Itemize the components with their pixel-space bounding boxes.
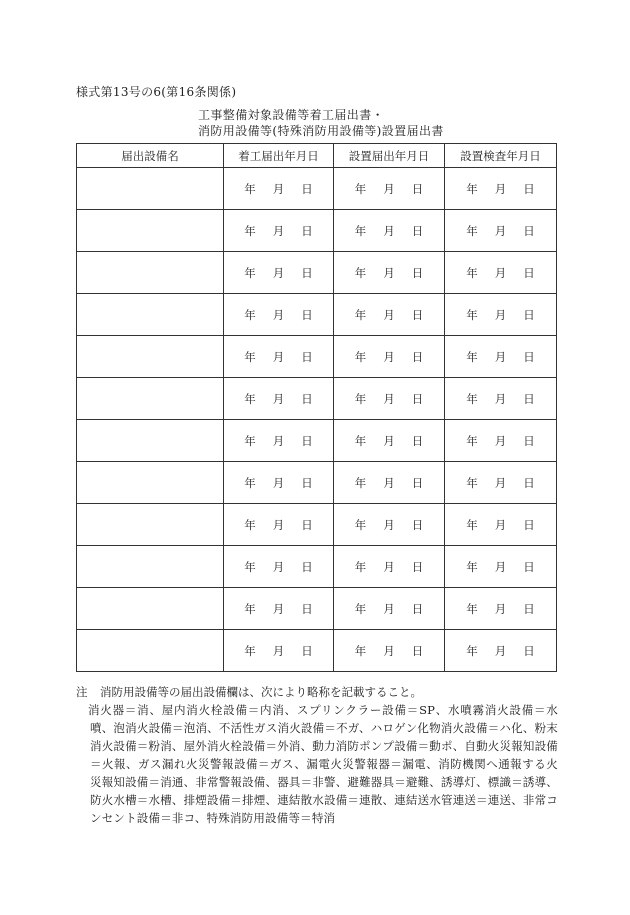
year-label: 年 (466, 559, 478, 574)
day-label: 日 (411, 181, 424, 196)
day-label: 日 (301, 391, 313, 406)
start-date-cell[interactable] (224, 420, 334, 462)
install-date-cell[interactable] (334, 336, 445, 378)
month-label: 月 (272, 517, 285, 532)
month-label: 月 (383, 181, 395, 196)
day-label: 日 (411, 601, 424, 616)
year-label: 年 (466, 265, 478, 280)
start-date-cell[interactable] (224, 546, 334, 588)
year-label: 年 (466, 601, 478, 616)
equipment-name-cell[interactable] (77, 462, 224, 504)
start-date-cell[interactable] (224, 378, 334, 420)
inspection-date-cell[interactable] (445, 336, 557, 378)
form-title-line-1: 工事整備対象設備等着工届出書・ (198, 108, 385, 122)
year-label: 年 (354, 223, 367, 238)
year-label: 年 (244, 433, 256, 448)
start-date-cell[interactable] (224, 504, 334, 546)
month-label: 月 (383, 223, 395, 238)
table-row (77, 504, 557, 546)
year-label: 年 (244, 307, 256, 322)
equipment-name-cell[interactable] (77, 168, 224, 210)
month-label: 月 (494, 433, 507, 448)
year-label: 年 (466, 349, 478, 364)
month-label: 月 (383, 475, 395, 490)
day-label: 日 (411, 349, 424, 364)
day-label: 日 (523, 181, 535, 196)
month-label: 月 (494, 265, 507, 280)
year-label: 年 (244, 559, 256, 574)
day-label: 日 (411, 391, 424, 406)
month-label: 月 (272, 643, 285, 658)
month-label: 月 (494, 601, 507, 616)
year-label: 年 (244, 601, 256, 616)
install-date-cell[interactable] (334, 462, 445, 504)
day-label: 日 (301, 223, 313, 238)
year-label: 年 (466, 517, 478, 532)
day-label: 日 (301, 601, 313, 616)
month-label: 月 (383, 517, 395, 532)
year-label: 年 (354, 517, 367, 532)
day-label: 日 (523, 517, 535, 532)
day-label: 日 (523, 349, 535, 364)
note-lead-text: 消防用設備等の届出設備欄は、次により略称を記載すること。 (100, 685, 422, 699)
day-label: 日 (301, 349, 313, 364)
table-header-row (77, 144, 557, 168)
start-date-cell[interactable] (224, 168, 334, 210)
month-label: 月 (494, 517, 507, 532)
equipment-name-cell[interactable] (77, 336, 224, 378)
form-title-line-2: 消防用設備等(特殊消防用設備等)設置届出書 (198, 124, 444, 138)
year-label: 年 (354, 475, 367, 490)
note-section (76, 683, 558, 827)
month-label: 月 (272, 223, 285, 238)
day-label: 日 (411, 307, 424, 322)
month-label: 月 (383, 265, 395, 280)
year-label: 年 (466, 643, 478, 658)
equipment-name-cell[interactable] (77, 588, 224, 630)
day-label: 日 (411, 433, 424, 448)
note-abbreviations: 消火器＝消、屋内消火栓設備＝内消、スプリンクラー設備＝SP、水噴霧消火設備＝水噴、泡消火設備＝泡消、不活性ガス消火設備＝不ガ、ハロゲン化物消火設備＝ハ化、粉末消火設備＝粉消、屋外消火栓設備＝外消、動力消防ポンプ設備＝動ポ、自動火災報知設備＝火報、ガス漏れ火災警報設備＝ガス、漏電火災警報器＝漏電、消防機関へ通報する火災報知設備＝消通、非常警報設備、器具＝非警、避難器具＝避難、誘導灯、標識＝誘導、防火水槽＝水槽、排煙設備＝排煙、連結散水設備＝連散、連結送水管連送＝連送、非常コンセント設備＝非コ、特殊消防用設備等＝特消 (88, 703, 558, 825)
equipment-name-cell[interactable] (77, 294, 224, 336)
month-label: 月 (272, 559, 285, 574)
equipment-name-cell[interactable] (77, 630, 224, 672)
year-label: 年 (466, 391, 478, 406)
note-lead (76, 683, 558, 701)
inspection-date-cell[interactable] (445, 210, 557, 252)
day-label: 日 (523, 391, 535, 406)
day-label: 日 (301, 181, 313, 196)
inspection-date-cell[interactable] (445, 630, 557, 672)
table-row (77, 420, 557, 462)
day-label: 日 (301, 265, 313, 280)
day-label: 日 (523, 307, 535, 322)
day-label: 日 (523, 223, 535, 238)
month-label: 月 (494, 307, 507, 322)
year-label: 年 (466, 475, 478, 490)
inspection-date-cell[interactable] (445, 378, 557, 420)
equipment-name-cell[interactable] (77, 252, 224, 294)
year-label: 年 (244, 265, 256, 280)
month-label: 月 (494, 559, 507, 574)
header-inspection-date: 設置検査年月日 (445, 144, 557, 168)
year-label: 年 (354, 601, 367, 616)
month-label: 月 (383, 307, 395, 322)
inspection-date-cell[interactable] (445, 420, 557, 462)
table-row (77, 462, 557, 504)
form-title (198, 107, 444, 139)
inspection-date-cell[interactable] (445, 546, 557, 588)
month-label: 月 (383, 391, 395, 406)
equipment-name-cell[interactable] (77, 504, 224, 546)
table-row (77, 252, 557, 294)
month-label: 月 (272, 349, 285, 364)
table-body (77, 168, 557, 672)
year-label: 年 (354, 433, 367, 448)
year-label: 年 (354, 349, 367, 364)
inspection-date-cell[interactable] (445, 462, 557, 504)
table-row (77, 168, 557, 210)
year-label: 年 (244, 517, 256, 532)
month-label: 月 (272, 391, 285, 406)
day-label: 日 (301, 559, 313, 574)
month-label: 月 (272, 307, 285, 322)
start-date-cell[interactable] (224, 588, 334, 630)
month-label: 月 (494, 181, 507, 196)
year-label: 年 (244, 391, 256, 406)
day-label: 日 (411, 223, 424, 238)
header-start-date: 着工届出年月日 (224, 144, 334, 168)
year-label: 年 (466, 181, 478, 196)
install-date-cell[interactable] (334, 588, 445, 630)
install-date-cell[interactable] (334, 504, 445, 546)
day-label: 日 (411, 643, 424, 658)
equipment-name-cell[interactable] (77, 420, 224, 462)
table-row (77, 630, 557, 672)
year-label: 年 (354, 391, 367, 406)
day-label: 日 (411, 559, 424, 574)
start-date-cell[interactable] (224, 336, 334, 378)
year-label: 年 (466, 223, 478, 238)
year-label: 年 (354, 559, 367, 574)
install-date-cell[interactable] (334, 210, 445, 252)
start-date-cell[interactable] (224, 462, 334, 504)
year-label: 年 (354, 181, 367, 196)
inspection-date-cell[interactable] (445, 168, 557, 210)
header-install-date: 設置届出年月日 (334, 144, 445, 168)
inspection-date-cell[interactable] (445, 252, 557, 294)
month-label: 月 (494, 475, 507, 490)
day-label: 日 (411, 517, 424, 532)
month-label: 月 (494, 223, 507, 238)
day-label: 日 (301, 475, 313, 490)
month-label: 月 (494, 643, 507, 658)
month-label: 月 (383, 559, 395, 574)
month-label: 月 (494, 391, 507, 406)
install-date-cell[interactable] (334, 168, 445, 210)
year-label: 年 (354, 265, 367, 280)
table-row (77, 588, 557, 630)
start-date-cell[interactable] (224, 252, 334, 294)
start-date-cell[interactable] (224, 210, 334, 252)
month-label: 月 (383, 643, 395, 658)
table-row (77, 546, 557, 588)
day-label: 日 (301, 433, 313, 448)
month-label: 月 (272, 601, 285, 616)
table-row (77, 210, 557, 252)
start-date-cell[interactable] (224, 294, 334, 336)
month-label: 月 (383, 349, 395, 364)
month-label: 月 (383, 433, 395, 448)
install-date-cell[interactable] (334, 252, 445, 294)
day-label: 日 (523, 475, 535, 490)
table-row (77, 336, 557, 378)
month-label: 月 (272, 181, 285, 196)
month-label: 月 (272, 433, 285, 448)
year-label: 年 (244, 223, 256, 238)
start-date-cell[interactable] (224, 630, 334, 672)
month-label: 月 (494, 349, 507, 364)
install-date-cell[interactable] (334, 294, 445, 336)
day-label: 日 (411, 475, 424, 490)
year-label: 年 (244, 643, 256, 658)
header-equipment-name: 届出設備名 (77, 144, 224, 168)
day-label: 日 (523, 559, 535, 574)
day-label: 日 (523, 601, 535, 616)
install-date-cell[interactable] (334, 420, 445, 462)
install-date-cell[interactable] (334, 378, 445, 420)
year-label: 年 (466, 307, 478, 322)
table-row (77, 378, 557, 420)
year-label: 年 (244, 475, 256, 490)
notification-table (76, 143, 557, 672)
year-label: 年 (466, 433, 478, 448)
year-label: 年 (244, 181, 256, 196)
day-label: 日 (523, 643, 535, 658)
inspection-date-cell[interactable] (445, 588, 557, 630)
month-label: 月 (383, 601, 395, 616)
equipment-name-cell[interactable] (77, 546, 224, 588)
form-number: 様式第13号の6(第16条関係) (76, 85, 237, 99)
inspection-date-cell[interactable] (445, 504, 557, 546)
month-label: 月 (272, 265, 285, 280)
install-date-cell[interactable] (334, 630, 445, 672)
table-row (77, 294, 557, 336)
inspection-date-cell[interactable] (445, 294, 557, 336)
equipment-name-cell[interactable] (77, 210, 224, 252)
day-label: 日 (411, 265, 424, 280)
day-label: 日 (301, 307, 313, 322)
install-date-cell[interactable] (334, 546, 445, 588)
day-label: 日 (301, 517, 313, 532)
year-label: 年 (354, 643, 367, 658)
day-label: 日 (523, 433, 535, 448)
day-label: 日 (523, 265, 535, 280)
month-label: 月 (272, 475, 285, 490)
year-label: 年 (244, 349, 256, 364)
note-mark: 注 (76, 685, 88, 699)
day-label: 日 (301, 643, 313, 658)
equipment-name-cell[interactable] (77, 378, 224, 420)
year-label: 年 (354, 307, 367, 322)
